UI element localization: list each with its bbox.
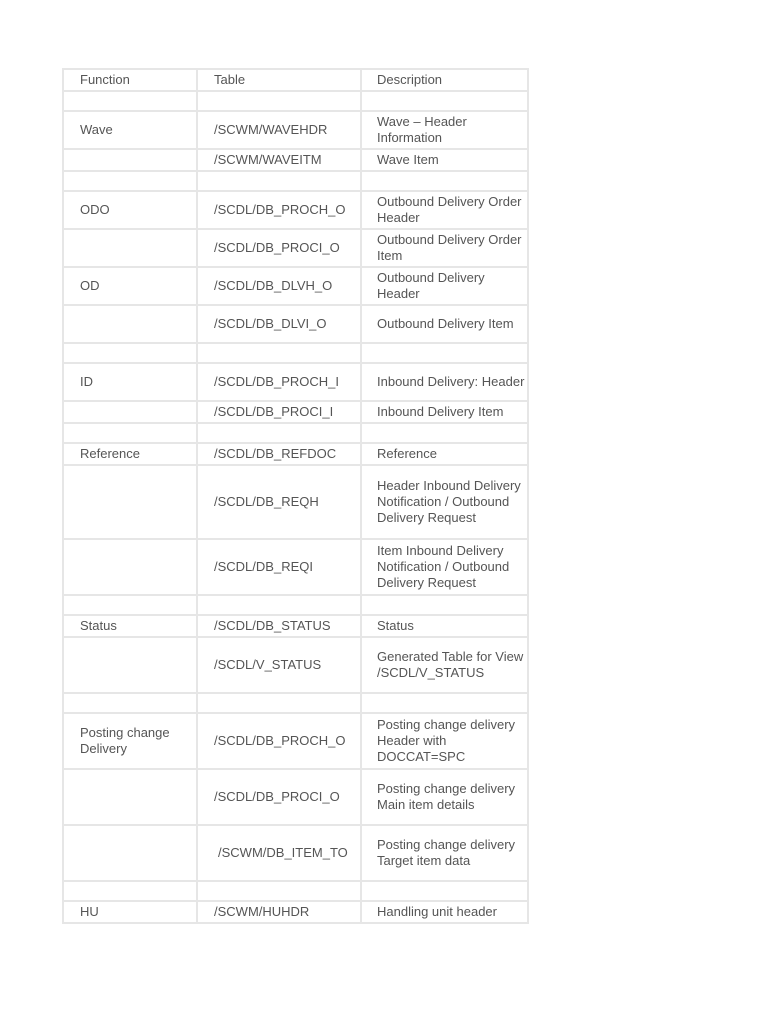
cell-function: Posting change Delivery: [63, 713, 197, 769]
cell-table: [197, 693, 361, 713]
table-row: [63, 539, 528, 595]
cell-table: [197, 881, 361, 901]
cell-table: [197, 423, 361, 443]
cell-function: [63, 343, 197, 363]
cell-description: Posting change delivery Target item data: [361, 825, 528, 881]
cell-description: Reference: [361, 443, 528, 465]
table-row: [63, 901, 528, 923]
cell-function: [63, 539, 197, 595]
table-row: [63, 91, 528, 111]
cell-description: Inbound Delivery Item: [361, 401, 528, 423]
cell-function: HU: [63, 901, 197, 923]
cell-function: Status: [63, 615, 197, 637]
table-row: [63, 881, 528, 901]
cell-function: ID: [63, 363, 197, 401]
cell-description: Outbound Delivery Order Header: [361, 191, 528, 229]
cell-table: [197, 171, 361, 191]
table-row: [63, 149, 528, 171]
cell-function: Wave: [63, 111, 197, 149]
cell-table: /SCDL/DB_PROCI_O: [197, 229, 361, 267]
cell-table: /SCDL/V_STATUS: [197, 637, 361, 693]
table-row: [63, 423, 528, 443]
table-row: [63, 465, 528, 539]
cell-table: [197, 595, 361, 615]
cell-function: [63, 637, 197, 693]
cell-table: /SCDL/DB_PROCH_O: [197, 713, 361, 769]
cell-table: /SCDL/DB_REFDOC: [197, 443, 361, 465]
cell-table: [197, 91, 361, 111]
cell-description: Outbound Delivery Header: [361, 267, 528, 305]
table-row: [63, 825, 528, 881]
cell-table: /SCDL/DB_PROCI_I: [197, 401, 361, 423]
table-row: [63, 401, 528, 423]
cell-table: /SCWM/WAVEITM: [197, 149, 361, 171]
cell-table: /SCWM/WAVEHDR: [197, 111, 361, 149]
cell-function: [63, 881, 197, 901]
table-row: [63, 305, 528, 343]
cell-description: Wave – Header Information: [361, 111, 528, 149]
table-row: [63, 191, 528, 229]
cell-description: Handling unit header: [361, 901, 528, 923]
cell-table: /SCWM/HUHDR: [197, 901, 361, 923]
cell-function: [63, 423, 197, 443]
cell-description: [361, 343, 528, 363]
cell-description: Posting change delivery Main item details: [361, 769, 528, 825]
cell-function: [63, 825, 197, 881]
table-row: [63, 443, 528, 465]
cell-description: [361, 693, 528, 713]
cell-function: [63, 769, 197, 825]
table-row: [63, 171, 528, 191]
table-row: [63, 615, 528, 637]
cell-function: [63, 91, 197, 111]
cell-description: [361, 881, 528, 901]
table-row: [63, 267, 528, 305]
cell-description: [361, 423, 528, 443]
cell-table: /SCDL/DB_REQI: [197, 539, 361, 595]
cell-description: Inbound Delivery: Header: [361, 363, 528, 401]
cell-table: /SCDL/DB_PROCI_O: [197, 769, 361, 825]
cell-function: [63, 595, 197, 615]
cell-table: [197, 343, 361, 363]
cell-function: [63, 693, 197, 713]
header-description: Description: [361, 69, 528, 91]
cell-function: [63, 305, 197, 343]
cell-function: [63, 149, 197, 171]
cell-table: /SCDL/DB_DLVH_O: [197, 267, 361, 305]
function-table: [62, 68, 529, 924]
cell-function: [63, 465, 197, 539]
table-row: [63, 363, 528, 401]
cell-description: [361, 595, 528, 615]
table-row: [63, 343, 528, 363]
cell-table: /SCDL/DB_PROCH_I: [197, 363, 361, 401]
table-row: [63, 713, 528, 769]
cell-description: Header Inbound Delivery Notification / Outbound Delivery Request: [361, 465, 528, 539]
table-row: [63, 693, 528, 713]
table-row: [63, 637, 528, 693]
cell-function: [63, 401, 197, 423]
cell-description: Posting change delivery Header with DOCCAT=SPC: [361, 713, 528, 769]
cell-description: [361, 91, 528, 111]
cell-description: Wave Item: [361, 149, 528, 171]
cell-description: Item Inbound Delivery Notification / Outbound Delivery Request: [361, 539, 528, 595]
cell-description: Outbound Delivery Order Item: [361, 229, 528, 267]
header-table: Table: [197, 69, 361, 91]
cell-table: /SCDL/DB_PROCH_O: [197, 191, 361, 229]
header-function: Function: [63, 69, 197, 91]
cell-function: OD: [63, 267, 197, 305]
cell-table: /SCDL/DB_STATUS: [197, 615, 361, 637]
table-row: [63, 595, 528, 615]
cell-function: Reference: [63, 443, 197, 465]
cell-description: Generated Table for View /SCDL/V_STATUS: [361, 637, 528, 693]
table-header-row: [63, 69, 528, 91]
table-row: [63, 229, 528, 267]
cell-table: /SCDL/DB_DLVI_O: [197, 305, 361, 343]
cell-description: [361, 171, 528, 191]
cell-table: /SCWM/DB_ITEM_TO: [197, 825, 361, 881]
table-row: [63, 111, 528, 149]
cell-function: ODO: [63, 191, 197, 229]
cell-function: [63, 171, 197, 191]
cell-function: [63, 229, 197, 267]
cell-table: /SCDL/DB_REQH: [197, 465, 361, 539]
cell-description: Outbound Delivery Item: [361, 305, 528, 343]
table-row: [63, 769, 528, 825]
cell-description: Status: [361, 615, 528, 637]
